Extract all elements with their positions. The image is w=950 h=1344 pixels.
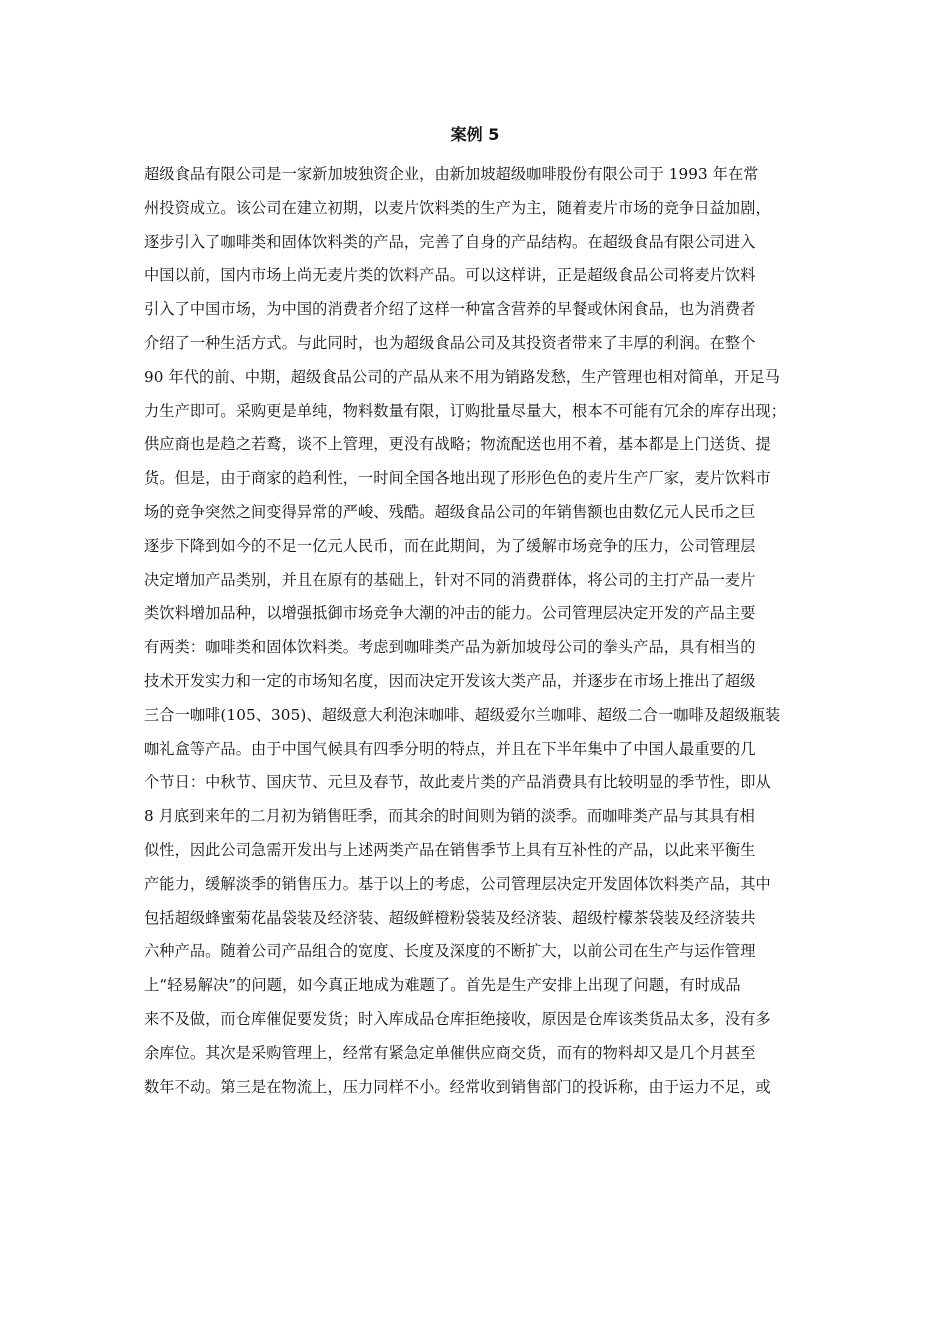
- body-line: 8 月底到来年的二月初为销售旺季，而其余的时间则为销的淡季。而咖啡类产品与其具有相: [144, 807, 755, 826]
- body-line: 来不及做，而仓库催促要发货；时入库成品仓库拒绝接收，原因是仓库该类货品太多，没有多: [144, 1009, 771, 1028]
- body-line: 逐步下降到如今的不足一亿元人民币，而在此期间，为了缓解市场竞争的压力，公司管理层: [144, 536, 756, 555]
- body-line: 90 年代的前、中期，超级食品公司的产品从来不用为销路发愁，生产管理也相对简单，开足马: [144, 367, 780, 386]
- body-line: 中国以前，国内市场上尚无麦片类的饮料产品。可以这样讲，正是超级食品公司将麦片饮料: [144, 266, 756, 285]
- body-line: 引入了中国市场，为中国的消费者介绍了这样一种富含营养的早餐或休闲食品，也为消费者: [144, 300, 756, 319]
- body-line: 技术开发实力和一定的市场知名度，因而决定开发该大类产品，并逐步在市场上推出了超级: [144, 671, 756, 690]
- body-line: 咖礼盒等产品。由于中国气候具有四季分明的特点，并且在下半年集中了中国人最重要的几: [144, 739, 756, 758]
- body-line: 州投资成立。该公司在建立初期，以麦片饮料类的生产为主，随着麦片市场的竞争日益加剧，: [144, 198, 771, 217]
- body-line: 超级食品有限公司是一家新加坡独资企业，由新加坡超级咖啡股份有限公司于 1993 年在常: [144, 165, 759, 183]
- body-line: 货。但是，由于商家的趋利性，一时间全国各地出现了形形色色的麦片生产厂家，麦片饮料市: [144, 469, 771, 488]
- body-line: 上“轻易解决”的问题，如今真正地成为难题了。首先是生产安排上出现了问题，有时成品: [144, 976, 741, 995]
- body-line: 似性，因此公司急需开发出与上述两类产品在销售季节上具有互补性的产品，以此来平衡生: [144, 840, 756, 859]
- body-line: 个节日：中秋节、国庆节、元旦及春节，故此麦片类的产品消费具有比较明显的季节性，即从: [144, 773, 771, 792]
- body-line: 类饮料增加品种，以增强抵御市场竞争大潮的冲击的能力。公司管理层决定开发的产品主要: [144, 604, 756, 623]
- body-line: 供应商也是趋之若鹜，谈不上管理，更没有战略；物流配送也用不着，基本都是上门送货、提: [144, 435, 771, 454]
- body-line: 决定增加产品类别，并且在原有的基础上，针对不同的消费群体，将公司的主打产品一麦片: [144, 570, 756, 589]
- body-line: 场的竞争突然之间变得异常的严峻、残酷。超级食品公司的年销售额也由数亿元人民币之巨: [144, 502, 756, 521]
- body-line: 三合一咖啡(105、305)、超级意大利泡沫咖啡、超级爱尔兰咖啡、超级二合一咖啡及超级瓶装: [144, 705, 781, 724]
- body-line: 力生产即可。采购更是单纯，物料数量有限，订购批量尽量大，根本不可能有冗余的库存出现；: [144, 401, 787, 420]
- body-line: 逐步引入了咖啡类和固体饮料类的产品，完善了自身的产品结构。在超级食品有限公司进入: [144, 232, 756, 251]
- case-title: 案例 5: [450, 125, 500, 144]
- body-line: 产能力，缓解淡季的销售压力。基于以上的考虑，公司管理层决定开发固体饮料类产品，其中: [144, 874, 771, 893]
- body-line: 数年不动。第三是在物流上，压力同样不小。经常收到销售部门的投诉称，由于运力不足，或: [144, 1077, 771, 1096]
- body-line: 介绍了一种生活方式。与此同时，也为超级食品公司及其投资者带来了丰厚的利润。在整个: [144, 333, 756, 352]
- body-line: 包括超级蜂蜜菊花晶袋装及经济装、超级鲜橙粉袋装及经济装、超级柠檬茶袋装及经济装共: [144, 908, 756, 927]
- body-line: 六种产品。随着公司产品组合的宽度、长度及深度的不断扩大，以前公司在生产与运作管理: [144, 942, 756, 961]
- case-body-text: [144, 158, 814, 1104]
- body-line: 余库位。其次是采购管理上，经常有紧急定单催供应商交货，而有的物料却又是几个月甚至: [144, 1043, 756, 1062]
- body-line: 有两类：咖啡类和固体饮料类。考虑到咖啡类产品为新加坡母公司的拳头产品，具有相当的: [144, 638, 756, 657]
